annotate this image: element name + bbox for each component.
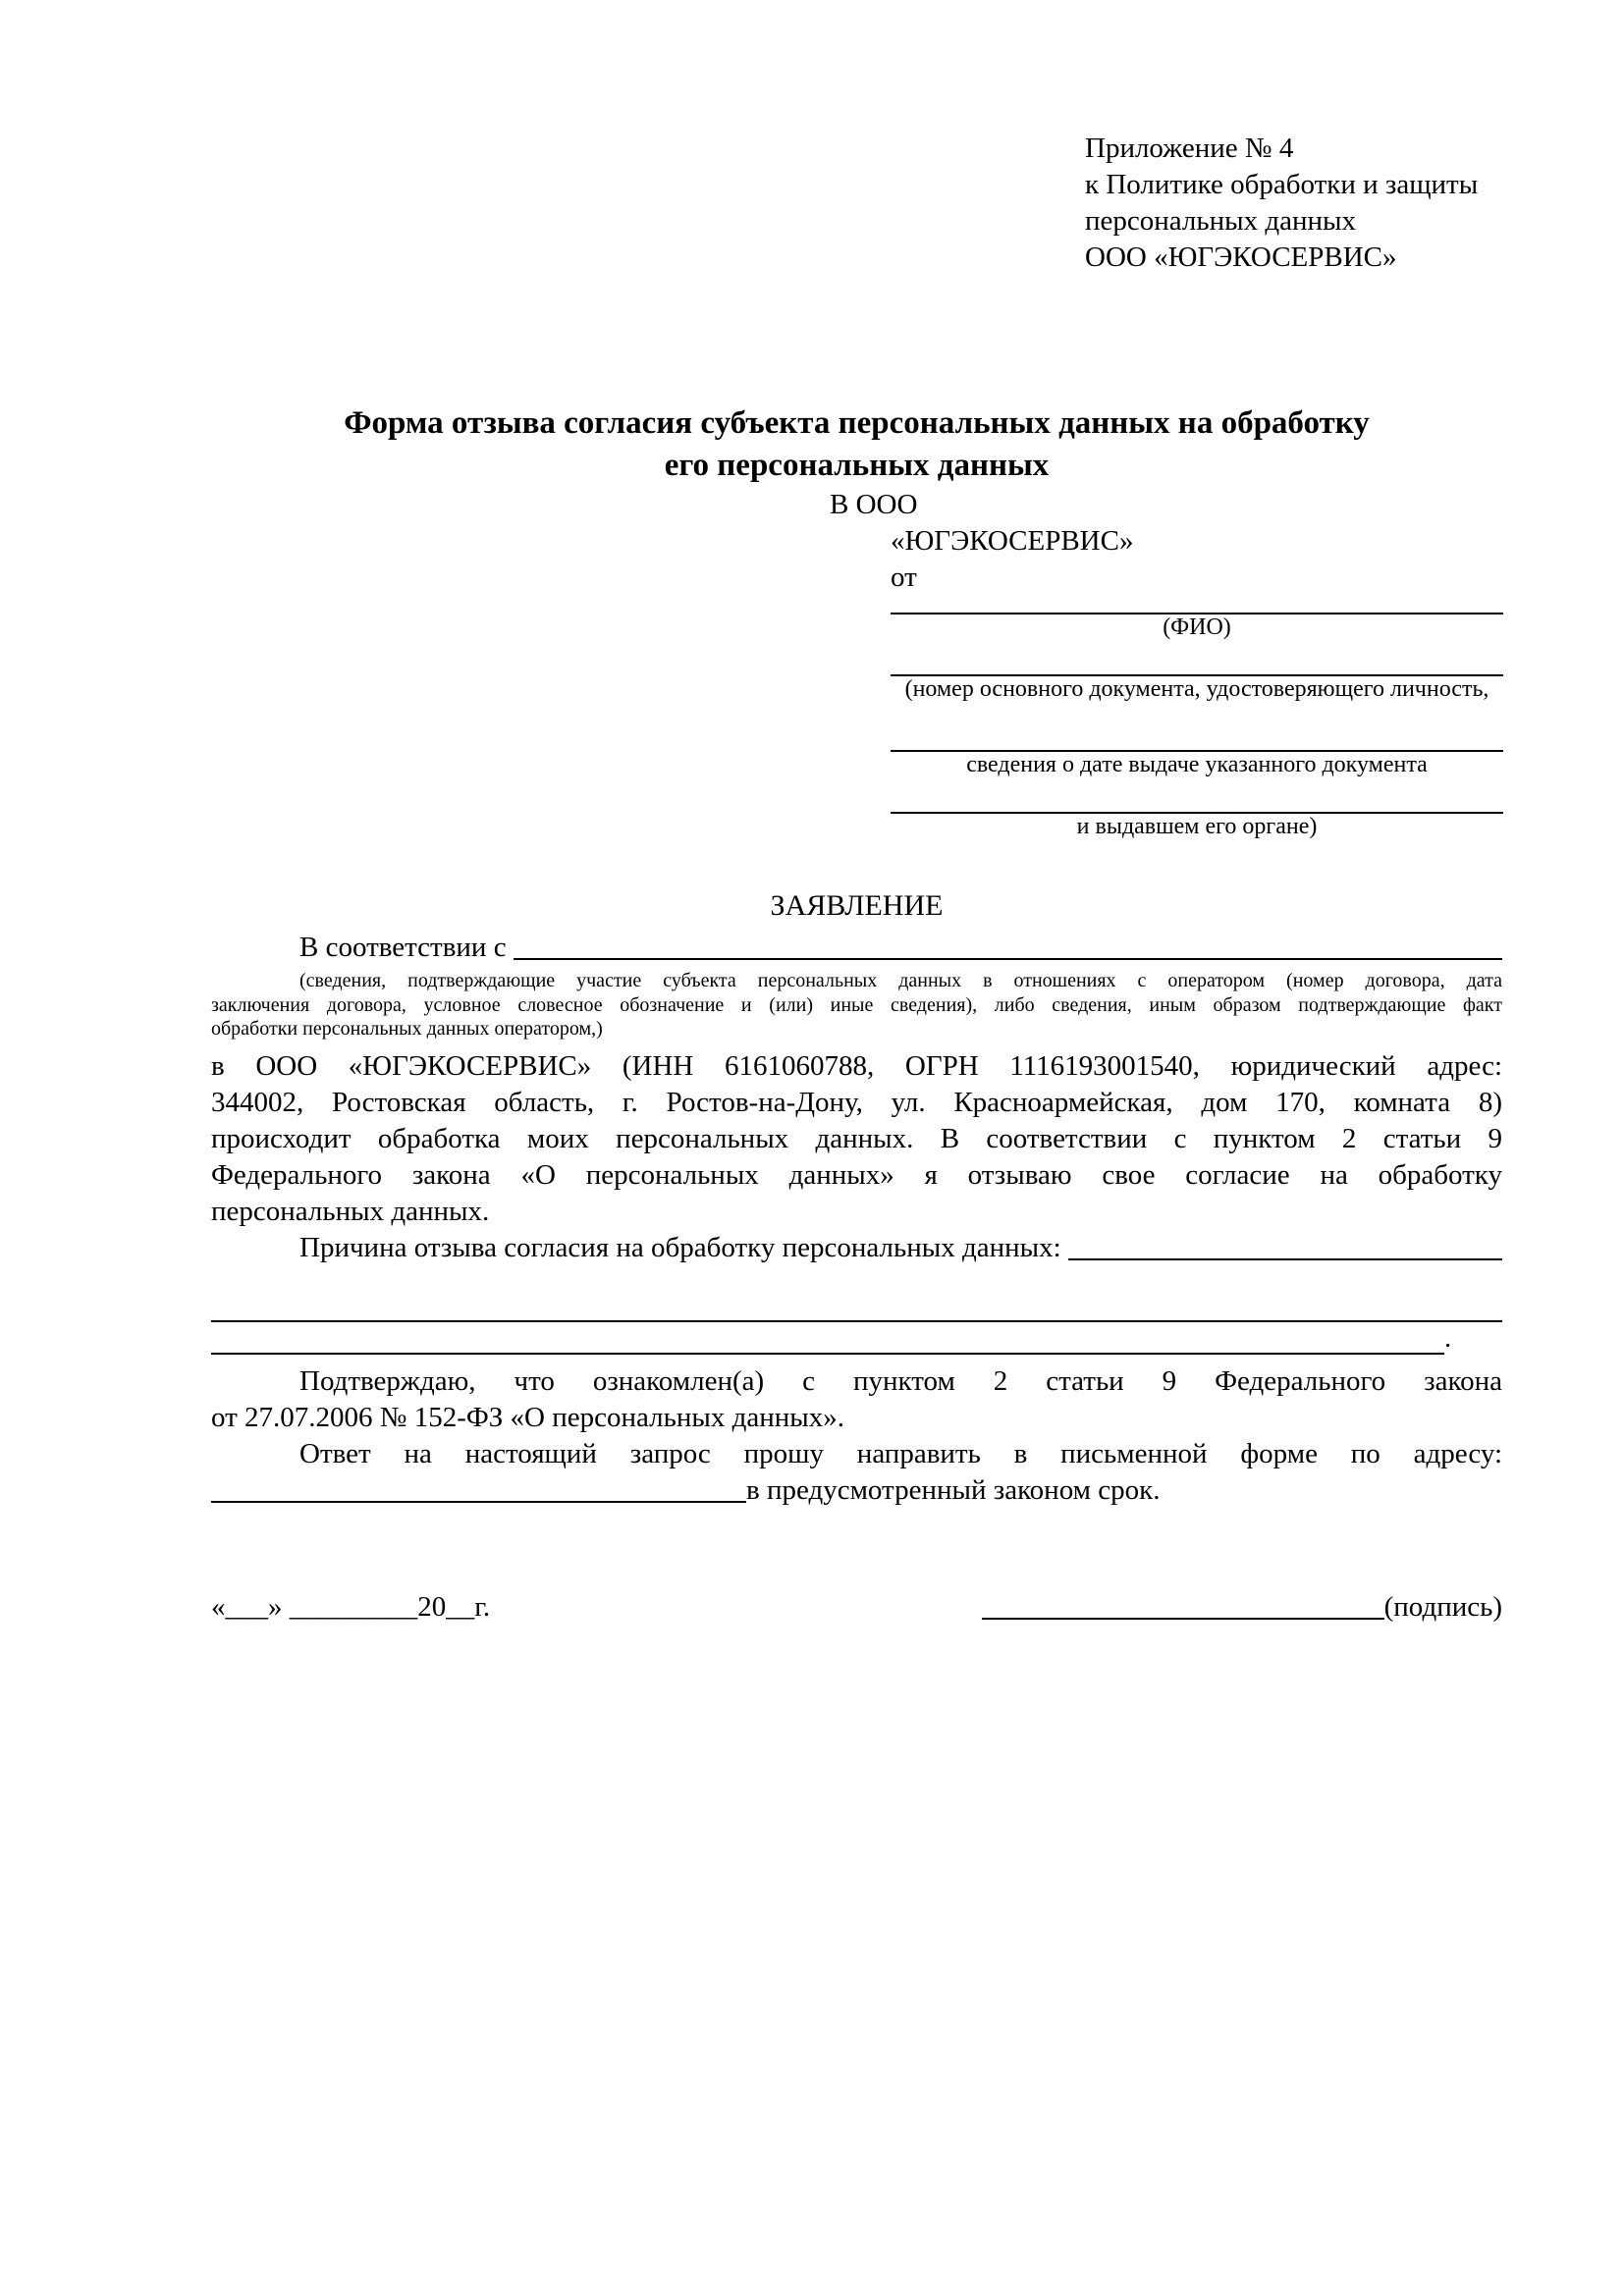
- doc-number-caption: (номер основного документа, удостоверяющего личность,: [904, 676, 1489, 702]
- fio-caption: (ФИО): [1163, 614, 1231, 640]
- appendix-header-line: персональных данных: [1085, 205, 1357, 237]
- date-field[interactable]: «___» _________20__г.: [211, 1590, 491, 1623]
- reason-field-row-3: [211, 1322, 1502, 1355]
- doc-issuer-caption: и выдавшем его органе): [1076, 814, 1318, 839]
- basis-label: В соответствии с: [299, 932, 514, 963]
- statement-body-line: 344002, Ростовская область, г. Ростов-на-Дону, ул. Красноармейская, дом 170, комната 8): [211, 1086, 1502, 1118]
- signature-row: [211, 1589, 1502, 1626]
- appendix-header-line: ООО «ЮГЭКОСЕРВИС»: [1085, 241, 1397, 273]
- basis-footnote-line: заключения договора, условное словесное обозначение и (или) иные сведения), либо сведения, иным образом подтверждающие факт: [211, 993, 1502, 1016]
- basis-footnote-line: обработки персональных данных оператором,): [211, 1018, 603, 1040]
- appendix-header: [1085, 131, 1507, 276]
- reason-line: [211, 1230, 1502, 1266]
- basis-field-line[interactable]: [514, 930, 1502, 960]
- recipient-block: [830, 487, 1503, 840]
- fio-field-line[interactable]: [891, 596, 1503, 614]
- doc-issue-date-caption: сведения о дате выдаче указанного документа: [966, 752, 1428, 777]
- statement-heading: ЗАЯВЛЕНИЕ: [770, 889, 944, 922]
- confirmation-paragraph: [211, 1363, 1502, 1436]
- appendix-header-line: к Политике обработки и защиты: [1085, 169, 1479, 200]
- recipient-from-label: от: [891, 561, 917, 593]
- doc-issue-date-field-line[interactable]: [891, 703, 1503, 752]
- address-field-line[interactable]: [211, 1472, 746, 1503]
- confirmation-line: от 27.07.2006 № 152-ФЗ «О персональных данных».: [211, 1401, 845, 1433]
- basis-line: [211, 930, 1502, 966]
- reason-field-line-2[interactable]: [211, 1266, 1502, 1322]
- doc-number-field-line[interactable]: [891, 641, 1503, 676]
- statement-body-line: в ООО «ЮГЭКОСЕРВИС» (ИНН 6161060788, ОГРН 1116193001540, юридический адрес:: [211, 1049, 1502, 1082]
- statement-body-line: происходит обработка моих персональных данных. В соответствии с пунктом 2 статьи 9: [211, 1122, 1502, 1154]
- basis-footnote: [211, 969, 1502, 1041]
- page-title-line: Форма отзыва согласия субъекта персональных данных на обработку: [344, 405, 1370, 441]
- recipient-org-name: «ЮГЭКОСЕРВИС»: [891, 525, 1134, 557]
- basis-footnote-line: (сведения, подтверждающие участие субъекта персональных данных в отношениях с оператором (номер договора, дата: [299, 970, 1502, 991]
- confirmation-line: Подтверждаю, что ознакомлен(а) с пунктом 2 статьи 9 Федерального закона: [299, 1364, 1502, 1397]
- reason-field-line[interactable]: [1068, 1230, 1502, 1260]
- reason-field-line-3[interactable]: [211, 1322, 1444, 1355]
- reason-period: .: [1444, 1321, 1452, 1354]
- signature-caption: (подпись): [1383, 1590, 1502, 1623]
- statement-body-line: персональных данных.: [211, 1195, 490, 1227]
- page-title: [211, 402, 1502, 487]
- recipient-to-label: В ООО: [830, 489, 918, 520]
- signature-field-line[interactable]: [982, 1589, 1384, 1620]
- reason-label: Причина отзыва согласия на обработку персональных данных:: [299, 1231, 1068, 1263]
- appendix-header-line: Приложение № 4: [1085, 133, 1294, 164]
- reply-request-line: Ответ на настоящий запрос прошу направить в письменной форме по адресу:: [299, 1437, 1502, 1469]
- reply-address-row: [211, 1472, 1502, 1509]
- statement-body: [211, 1048, 1502, 1230]
- reply-suffix: в предусмотренный законом срок.: [746, 1473, 1161, 1506]
- doc-issuer-field-line[interactable]: [891, 778, 1503, 814]
- statement-body-line: Федерального закона «О персональных данных» я отзываю свое согласие на обработку: [211, 1158, 1502, 1191]
- signature-group: [982, 1589, 1502, 1626]
- page-title-line: его персональных данных: [664, 448, 1050, 483]
